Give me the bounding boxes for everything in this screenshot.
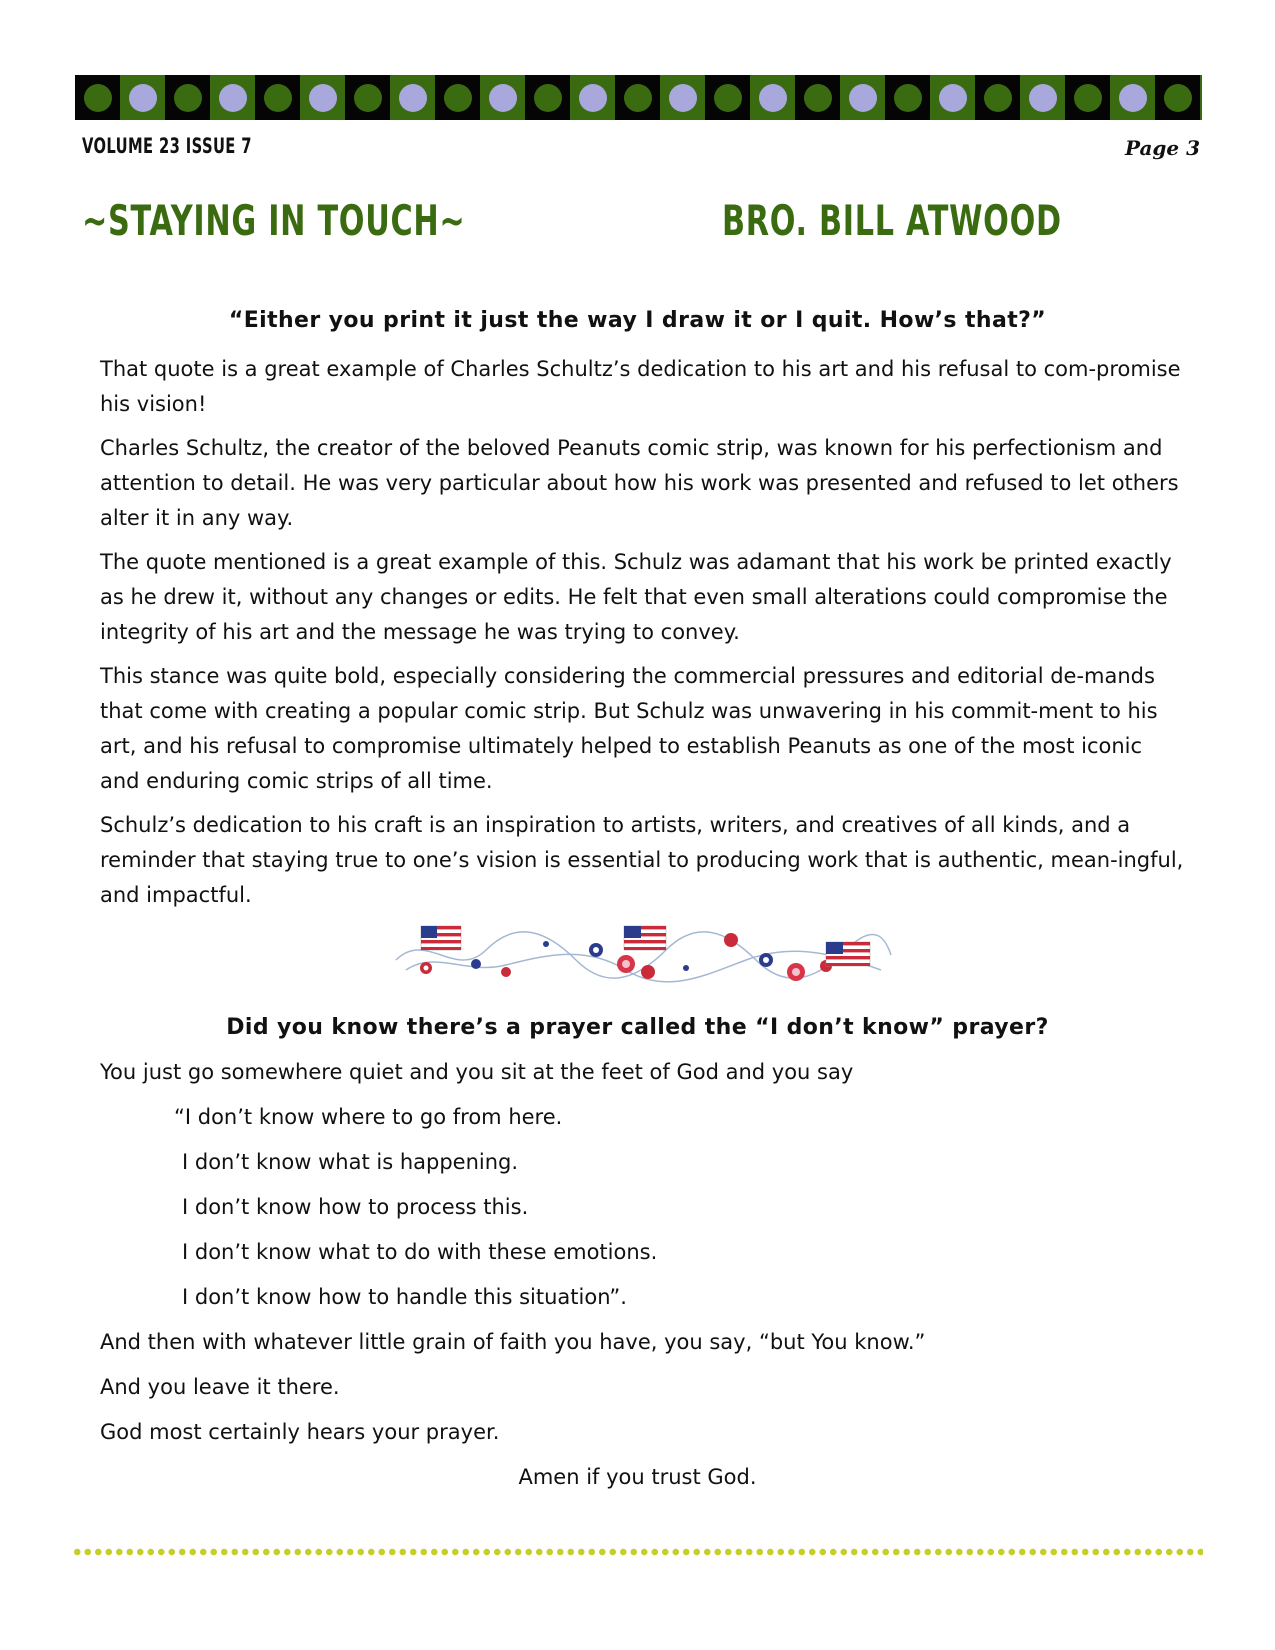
band-dot	[1119, 84, 1147, 112]
quote-heading: “Either you print it just the way I draw it or I quit. How’s that?”	[228, 308, 1047, 333]
top-dot-band	[75, 75, 1202, 120]
section-title: ~STAYING IN TOUCH~	[82, 196, 466, 245]
band-dot	[354, 84, 382, 112]
band-cell	[75, 75, 120, 120]
paragraph: Schulz’s dedication to his craft is an inspiration to artists, writers, and creatives of all kinds, and a reminder that staying true to one’s vision is essential to producing work that is authentic, mean-ingful, and impactful.	[100, 813, 1184, 907]
band-cell	[705, 75, 750, 120]
band-cell	[210, 75, 255, 120]
band-cell	[435, 75, 480, 120]
band-dot	[129, 84, 157, 112]
patriotic-floral-banner-icon	[386, 920, 898, 984]
band-cell	[120, 75, 165, 120]
band-cell	[930, 75, 975, 120]
band-cell	[255, 75, 300, 120]
band-dot	[84, 84, 112, 112]
band-dot	[894, 84, 922, 112]
prayer-intro: You just go somewhere quiet and you sit at the feet of God and you say	[100, 1060, 854, 1084]
band-cell	[1200, 75, 1202, 120]
band-cell	[1110, 75, 1155, 120]
closing-line: Amen if you trust God.	[518, 1465, 757, 1489]
paragraph: This stance was quite bold, especially considering the commercial pressures and editorial de-mands that come with creating a popular comic strip. But Schulz was unwavering in his commit-ment to his art, and his refusal to compromise ultimately helped to establish Peanuts as one of the most iconic and enduring comic strips of all time.	[100, 664, 1158, 793]
band-dot	[444, 84, 472, 112]
prayer-line: “I don’t know where to go from here.	[174, 1105, 563, 1129]
paragraph: The quote mentioned is a great example of this. Schulz was adamant that his work be printed exactly as he drew it, without any changes or edits. He felt that even small alterations could compromise the integrity of his art and the message he was trying to convey.	[100, 550, 1172, 644]
band-cell	[300, 75, 345, 120]
prayer-line: I don’t know what is happening.	[182, 1150, 519, 1174]
band-cell	[165, 75, 210, 120]
band-cell	[345, 75, 390, 120]
band-cell	[660, 75, 705, 120]
band-dot	[1164, 84, 1192, 112]
band-cell	[975, 75, 1020, 120]
bottom-dot-divider	[72, 1547, 1203, 1557]
band-cell	[525, 75, 570, 120]
band-dot	[759, 84, 787, 112]
band-dot	[939, 84, 967, 112]
prayer-line: I don’t know how to process this.	[182, 1195, 529, 1219]
band-dot	[624, 84, 652, 112]
article-body	[100, 352, 1185, 922]
band-dot	[804, 84, 832, 112]
band-cell	[750, 75, 795, 120]
band-cell	[1065, 75, 1110, 120]
band-cell	[480, 75, 525, 120]
band-dot	[1029, 84, 1057, 112]
band-dot	[1074, 84, 1102, 112]
band-dot	[309, 84, 337, 112]
author-title: BRO. BILL ATWOOD	[722, 196, 1062, 245]
prayer-heading: Did you know there’s a prayer called the “I don’t know” prayer?	[226, 1015, 1049, 1040]
band-cell	[1020, 75, 1065, 120]
band-cell	[885, 75, 930, 120]
band-dot	[534, 84, 562, 112]
band-dot	[399, 84, 427, 112]
band-dot	[984, 84, 1012, 112]
paragraph: Charles Schultz, the creator of the beloved Peanuts comic strip, was known for his perfectionism and attention to detail. He was very particular about how his work was presented and refused to let others alter it in any way.	[100, 436, 1179, 530]
band-cell	[1155, 75, 1200, 120]
band-dot	[174, 84, 202, 112]
prayer-line: I don’t know how to handle this situation”.	[182, 1285, 627, 1309]
band-dot	[579, 84, 607, 112]
band-dot	[669, 84, 697, 112]
band-dot	[489, 84, 517, 112]
paragraph: That quote is a great example of Charles Schultz’s dedication to his art and his refusal to com-promise his vision!	[100, 357, 1181, 416]
band-cell	[615, 75, 660, 120]
band-cell	[840, 75, 885, 120]
band-dot	[219, 84, 247, 112]
prayer-after-line: God most certainly hears your prayer.	[100, 1420, 500, 1444]
band-dot	[849, 84, 877, 112]
volume-issue-label: VOLUME 23 ISSUE 7	[82, 134, 252, 158]
prayer-after-line: And you leave it there.	[100, 1375, 340, 1399]
band-cell	[390, 75, 435, 120]
prayer-line: I don’t know what to do with these emotions.	[182, 1240, 658, 1264]
page-number: Page 3	[1124, 136, 1200, 160]
band-dot	[264, 84, 292, 112]
band-dot	[714, 84, 742, 112]
band-cell	[795, 75, 840, 120]
prayer-after-line: And then with whatever little grain of faith you have, you say, “but You know.”	[100, 1330, 926, 1354]
band-cell	[570, 75, 615, 120]
